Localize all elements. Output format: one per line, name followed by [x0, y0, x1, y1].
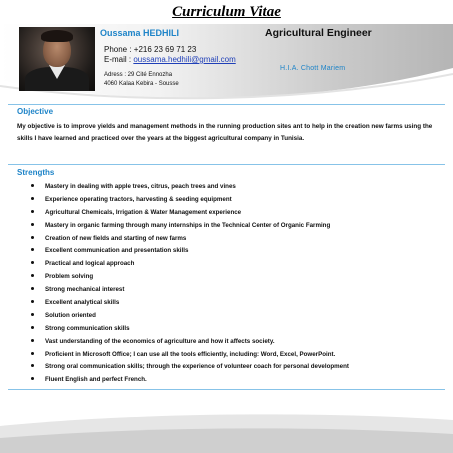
bullet-icon [31, 197, 34, 200]
list-item: Practical and logical approach [0, 259, 349, 272]
bullet-icon [31, 364, 34, 367]
bullet-icon [31, 287, 34, 290]
bullet-icon [31, 274, 34, 277]
list-item: Excellent communication and presentation skills [0, 246, 349, 259]
objective-text: My objective is to improve yields and management methods in the running production sites ant to help in the creation new farms using the skills I have learned and practiced over the years at the biggest agricultural company in Tunisia. [17, 123, 433, 142]
list-item: Excellent analytical skills [0, 298, 349, 311]
list-item: Proficient in Microsoft Office; I can use all the tools efficiently, including: Word, Excel, PowerPoint. [0, 350, 349, 363]
bullet-icon [31, 223, 34, 226]
objective-heading: Objective [17, 107, 54, 116]
list-item: Agricultural Chemicals, Irrigation & Water Management experience [0, 208, 349, 221]
list-item: Strong oral communication skills; through the experience of volunteer coach for personal development [0, 362, 349, 375]
bullet-icon [31, 352, 34, 355]
bullet-icon [31, 261, 34, 264]
list-item: Experience operating tractors, harvesting & seeding equipment [0, 195, 349, 208]
list-item: Mastery in dealing with apple trees, citrus, peach trees and vines [0, 182, 349, 195]
bullet-icon [31, 339, 34, 342]
footer-wave [0, 396, 453, 453]
list-item: Mastery in organic farming through many internships in the Technical Center of Organic Farming [0, 221, 349, 234]
bullet-icon [31, 377, 34, 380]
email-link[interactable]: oussama.hedhili@gmail.com [133, 55, 236, 64]
strengths-divider [8, 164, 445, 165]
bullet-icon [31, 236, 34, 239]
address-line-1: Adress : 29 Cité Ennozha [104, 72, 173, 78]
candidate-name: Oussama HEDHILI [100, 28, 180, 38]
bullet-icon [31, 248, 34, 251]
email-label: E-mail : [104, 55, 134, 64]
list-item: Solution oriented [0, 311, 349, 324]
bullet-icon [31, 300, 34, 303]
list-item: Strong mechanical interest [0, 285, 349, 298]
job-title: Agricultural Engineer [265, 27, 372, 39]
list-item: Problem solving [0, 272, 349, 285]
objective-divider [8, 104, 445, 105]
list-item: Creation of new fields and starting of new farms [0, 234, 349, 247]
list-item: Vast understanding of the economics of agriculture and how it affects society. [0, 337, 349, 350]
address [104, 71, 179, 88]
footer-divider [8, 389, 445, 390]
phone-number: Phone : +216 23 69 71 23 [104, 45, 197, 54]
bullet-icon [31, 210, 34, 213]
list-item: Strong communication skills [0, 324, 349, 337]
email-line [104, 55, 236, 64]
document-title: Curriculum Vitae [172, 4, 281, 20]
bullet-icon [31, 313, 34, 316]
bullet-icon [31, 326, 34, 329]
strengths-heading: Strengths [17, 168, 55, 177]
address-line-2: 4060 Kalaa Kebira - Sousse [104, 80, 179, 87]
strengths-list [0, 182, 349, 388]
bullet-icon [31, 184, 34, 187]
company-name: H.I.A. Chott Mariem [280, 65, 346, 72]
list-item: Fluent English and perfect French. [0, 375, 349, 388]
profile-photo [19, 27, 95, 91]
